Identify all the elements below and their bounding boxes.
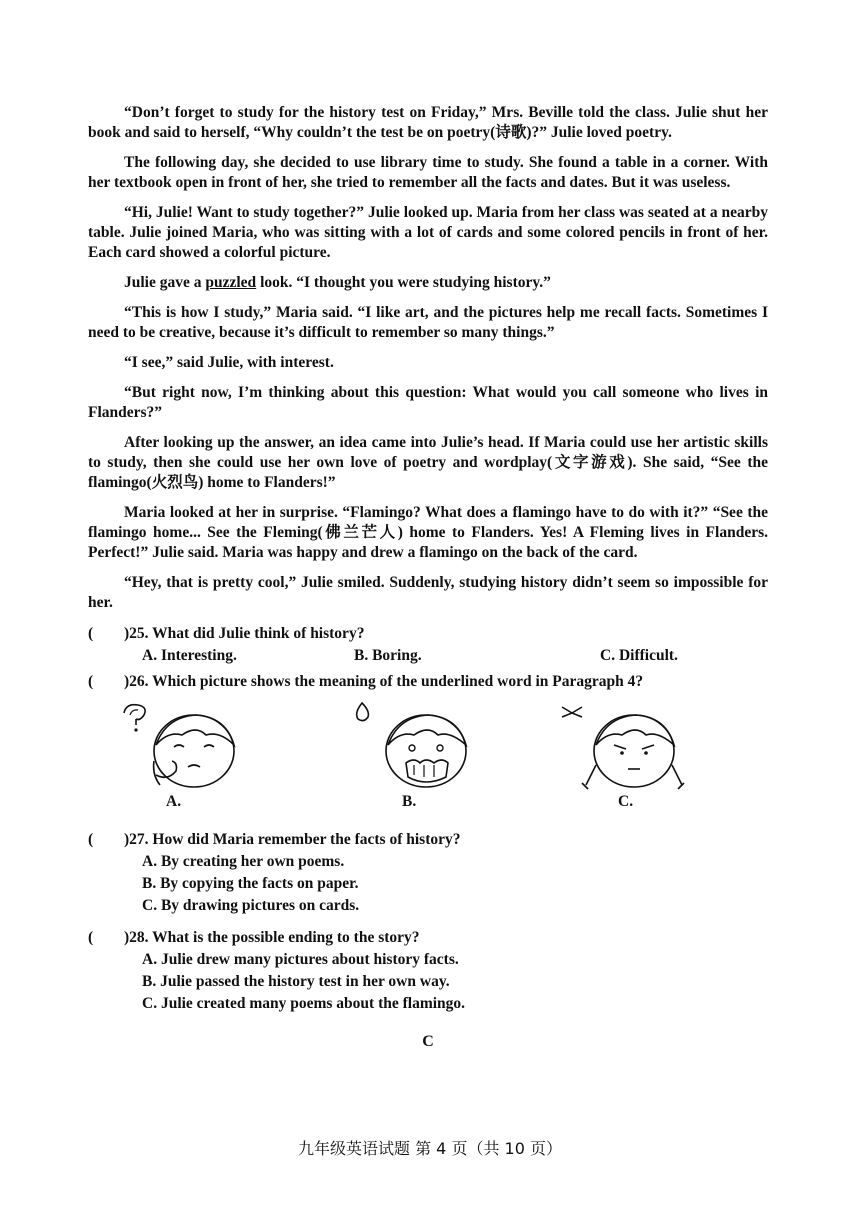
paragraph-4 bbox=[88, 273, 768, 293]
picture-options bbox=[88, 701, 768, 819]
question-28 bbox=[88, 927, 768, 1015]
paragraph-1: “Don’t forget to study for the history test on Friday,” Mrs. Beville told the class. Julie shut her book and said to herself, “Why couldn’t the test be on poetry(诗歌)?” Julie loved poetry. bbox=[88, 104, 768, 141]
paragraph-7: “But right now, I’m thinking about this question: What would you call someone who lives in Flanders?” bbox=[88, 384, 768, 421]
option-c: C. Difficult. bbox=[600, 647, 678, 664]
option-c: C. By drawing pictures on cards. bbox=[142, 897, 360, 914]
angry-face-icon bbox=[558, 701, 698, 796]
answer-blank[interactable]: ( bbox=[88, 831, 94, 848]
question-stem: )28. What is the possible ending to the story? bbox=[124, 929, 420, 946]
answer-blank[interactable]: ( bbox=[88, 929, 94, 946]
picture-a bbox=[116, 701, 236, 819]
option-a: A. By creating her own poems. bbox=[142, 853, 345, 870]
options-row bbox=[142, 645, 768, 667]
paragraph-5: “This is how I study,” Maria said. “I like art, and the pictures help me recall facts. Sometimes I need to be creative, because it’s difficult to remember so many things.” bbox=[88, 304, 768, 341]
picture-b-label: B. bbox=[402, 793, 417, 810]
question-stem: )27. How did Maria remember the facts of history? bbox=[124, 831, 461, 848]
answer-blank[interactable]: ( bbox=[88, 673, 94, 690]
question-27 bbox=[88, 829, 768, 917]
paragraph-6: “I see,” said Julie, with interest. bbox=[124, 354, 334, 371]
question-25 bbox=[88, 623, 768, 667]
paragraph-4-start: Julie gave a bbox=[124, 274, 206, 291]
puzzled-face-icon bbox=[116, 701, 256, 796]
picture-b bbox=[350, 701, 470, 819]
question-26 bbox=[88, 671, 768, 819]
answer-blank[interactable]: ( bbox=[88, 625, 94, 642]
surprised-face-icon bbox=[350, 701, 490, 796]
option-a: A. Interesting. bbox=[142, 647, 237, 664]
question-stem: )26. Which picture shows the meaning of the underlined word in Paragraph 4? bbox=[124, 673, 644, 690]
underlined-word: puzzled bbox=[205, 274, 257, 291]
option-b: B. Julie passed the history test in her own way. bbox=[142, 973, 450, 990]
option-b: B. Boring. bbox=[354, 647, 422, 664]
option-b: B. By copying the facts on paper. bbox=[142, 875, 359, 892]
paragraph-8: After looking up the answer, an idea came into Julie’s head. If Maria could use her artistic skills to study, then she could use her own love of poetry and wordplay(文字游戏). She said, “See the flamingo(火烈鸟) home to Flanders!” bbox=[88, 434, 768, 491]
picture-c-label: C. bbox=[618, 793, 634, 810]
paragraph-2: The following day, she decided to use library time to study. She found a table in a corner. With her textbook open in front of her, she tried to remember all the facts and dates. But it was useless. bbox=[88, 154, 768, 191]
paragraph-4-end: look. “I thought you were studying history.” bbox=[256, 274, 551, 291]
options-list bbox=[142, 949, 768, 1015]
paragraph-9: Maria looked at her in surprise. “Flamingo? What does a flamingo have to do with it?” “See the flamingo home... See the Fleming(佛兰芒人) home to Flanders. Yes! A Fleming lives in Flanders. Perfect!” Julie said. Maria was happy and drew a flamingo on the back of the card. bbox=[88, 504, 768, 561]
picture-a-label: A. bbox=[166, 793, 182, 810]
option-a: A. Julie drew many pictures about history facts. bbox=[142, 951, 459, 968]
options-list bbox=[142, 851, 768, 917]
question-stem: )25. What did Julie think of history? bbox=[124, 625, 365, 642]
page-footer: 九年级英语试题 第 4 页（共 10 页） bbox=[298, 1139, 562, 1158]
paragraph-10: “Hey, that is pretty cool,” Julie smiled. Suddenly, studying history didn’t seem so impossible for her. bbox=[88, 574, 768, 611]
option-c: C. Julie created many poems about the flamingo. bbox=[142, 995, 466, 1012]
picture-c bbox=[558, 701, 678, 819]
exam-page bbox=[88, 103, 768, 1051]
paragraph-3: “Hi, Julie! Want to study together?” Julie looked up. Maria from her class was seated at a nearby table. Julie joined Maria, who was sitting with a lot of cards and some colored pencils in front of her. Each card showed a colorful picture. bbox=[88, 204, 768, 261]
section-heading: C bbox=[422, 1033, 434, 1050]
